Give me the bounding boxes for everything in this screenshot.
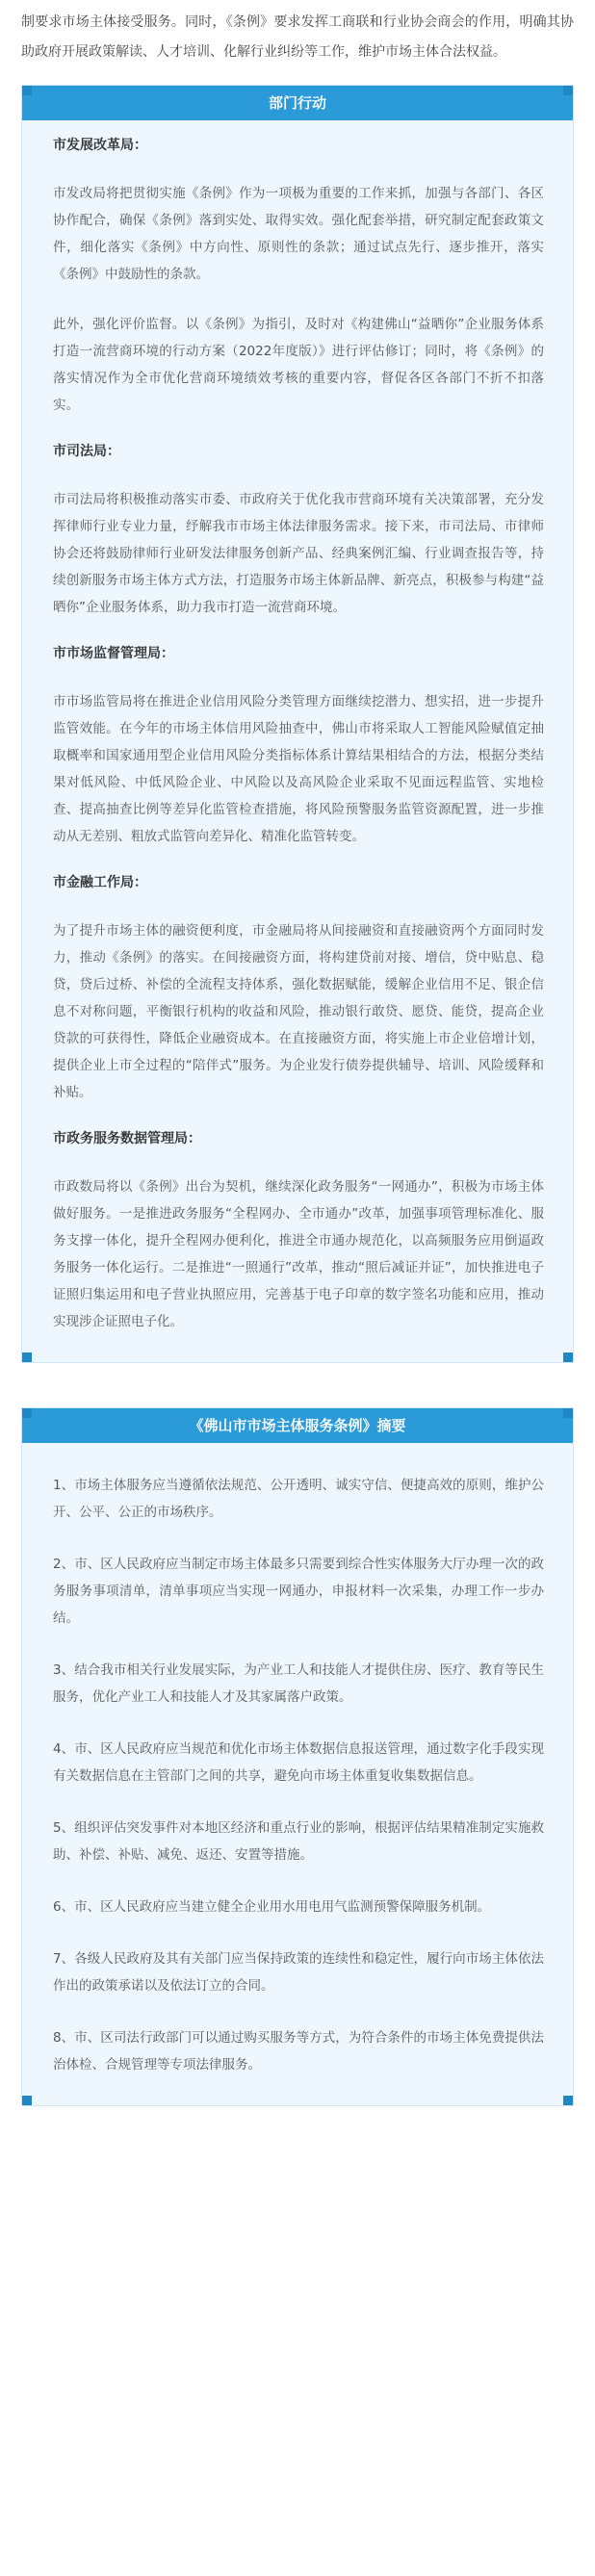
dept-block-justice xyxy=(53,442,544,621)
corner-decoration xyxy=(563,1352,573,1362)
dept-paragraph: 此外，强化评价监督。以《条例》为指引，及时对《构建佛山“益晒你”企业服务体系打造一流营商环境的行动方案（2022年度版）》进行评估修订；同时，将《条例》的落实情况作为全市优化营商环境绩效考核的重要内容，督促各区各部门不折不扣落实。 xyxy=(53,317,544,413)
summary-item: 8、市、区司法行政部门可以通过购买服务等方式，为符合条件的市场主体免费提供法治体检、合规管理等专项法律服务。 xyxy=(53,2030,544,2073)
dept-actions-body xyxy=(53,136,544,1358)
summary-panel xyxy=(21,1407,574,2106)
dept-title: 市司法局： xyxy=(53,444,120,459)
corner-decoration xyxy=(22,1352,32,1362)
corner-decoration xyxy=(22,86,32,95)
dept-title: 市市场监督管理局： xyxy=(53,646,174,661)
dept-title: 市金融工作局： xyxy=(53,875,147,890)
dept-paragraph: 市市场监管局将在推进企业信用风险分类管理方面继续挖潜力、想实招，进一步提升监管效能。在今年的市场主体信用风险抽查中，佛山市将采取人工智能风险赋值定抽取概率和国家通用型企业信用风险分类指标体系计算结果相结合的方法，根据分类结果对低风险、中低风险企业、中风险以及高风险企业采取不见面远程监管、实地检查、提高抽查比例等差异化监管检查措施，将风险预警服务监管资源配置，进一步推动从无差别、粗放式监管向差异化、精准化监管转变。 xyxy=(53,694,544,844)
dept-title: 市发展改革局： xyxy=(53,138,147,153)
summary-item: 4、市、区人民政府应当规范和优化市场主体数据信息报送管理，通过数字化手段实现有关数据信息在主管部门之间的共享，避免向市场主体重复收集数据信息。 xyxy=(53,1741,544,1784)
dept-block-market-regulation xyxy=(53,644,544,850)
intro-paragraph: 制要求市场主体接受服务。同时，《条例》要求发挥工商联和行业协会商会的作用，明确其协助政府开展政策解读、人才培训、化解行业纠纷等工作，维护市场主体合法权益。 xyxy=(21,14,574,60)
dept-block-finance xyxy=(53,873,544,1106)
dept-paragraph: 市司法局将积极推动落实市委、市政府关于优化我市营商环境有关决策部署，充分发挥律师行业专业力量，纾解我市市场主体法律服务需求。接下来，市司法局、市律师协会还将鼓励律师行业研发法律服务创新产品、经典案例汇编、行业调查报告等，持续创新服务市场主体方式方法，打造服务市场主体新品牌、新亮点，积极参与构建“益晒你”企业服务体系，助力我市打造一流营商环境。 xyxy=(53,492,544,615)
dept-actions-panel xyxy=(21,85,574,1363)
dept-paragraph: 市政数局将以《条例》出台为契机，继续深化政务服务“一网通办”，积极为市场主体做好服务。一是推进政务服务“全程网办、全市通办”改革，加强事项管理标准化、服务支撑一体化，提升全程网办便利化，推进全市通办规范化，以高频服务应用倒逼政务服务一体化运行。二是推进“一照通行”改革，推动“照后减证并证”，加快推进电子证照归集运用和电子营业执照应用，完善基于电子印章的数字签名功能和应用，推动实现涉企证照电子化。 xyxy=(53,1179,544,1329)
summary-item: 6、市、区人民政府应当建立健全企业用水用电用气监测预警保障服务机制。 xyxy=(53,1899,491,1915)
dept-actions-header: 部门行动 xyxy=(22,86,573,120)
corner-decoration xyxy=(563,2096,573,2105)
corner-decoration xyxy=(563,86,573,95)
dept-block-development-reform xyxy=(53,136,544,419)
dept-title: 市政务服务数据管理局： xyxy=(53,1131,201,1146)
corner-decoration xyxy=(22,2096,32,2105)
summary-item: 5、组织评估突发事件对本地区经济和重点行业的影响，根据评估结果精准制定实施救助、补偿、补贴、减免、返还、安置等措施。 xyxy=(53,1820,544,1863)
dept-paragraph: 市发改局将把贯彻实施《条例》作为一项极为重要的工作来抓，加强与各部门、各区协作配合，确保《条例》落到实处、取得实效。强化配套举措，研究制定配套政策文件，细化落实《条例》中方向性、原则性的条款；通过试点先行、逐步推开，落实《条例》中鼓励性的条款。 xyxy=(53,186,544,282)
dept-block-government-data xyxy=(53,1129,544,1335)
summary-item: 7、各级人民政府及其有关部门应当保持政策的连续性和稳定性，履行向市场主体依法作出的政策承诺以及依法订立的合同。 xyxy=(53,1951,544,1994)
summary-item: 1、市场主体服务应当遵循依法规范、公开透明、诚实守信、便捷高效的原则，维护公开、公平、公正的市场秩序。 xyxy=(53,1478,544,1520)
summary-body xyxy=(53,1472,544,2103)
summary-item: 3、结合我市相关行业发展实际，为产业工人和技能人才提供住房、医疗、教育等民生服务，优化产业工人和技能人才及其家属落户政策。 xyxy=(53,1662,544,1705)
dept-paragraph: 为了提升市场主体的融资便利度，市金融局将从间接融资和直接融资两个方面同时发力，推动《条例》的落实。在间接融资方面，将构建贷前对接、增信，贷中贴息、稳贷，贷后过桥、补偿的全流程支持体系，强化数据赋能，缓解企业信用不足、银企信息不对称问题，平衡银行机构的收益和风险，推动银行敢贷、愿贷、能贷，提高企业贷款的可获得性，降低企业融资成本。在直接融资方面，将实施上市企业倍增计划，提供企业上市全过程的“陪伴式”服务。为企业发行债券提供辅导、培训、风险缓释和补贴。 xyxy=(53,923,544,1100)
corner-decoration xyxy=(563,1408,573,1418)
summary-item: 2、市、区人民政府应当制定市场主体最多只需要到综合性实体服务大厅办理一次的政务服务事项清单，清单事项应当实现一网通办，申报材料一次采集，办理工作一步办结。 xyxy=(53,1557,544,1626)
summary-header: 《佛山市市场主体服务条例》摘要 xyxy=(22,1408,573,1443)
corner-decoration xyxy=(22,1408,32,1418)
